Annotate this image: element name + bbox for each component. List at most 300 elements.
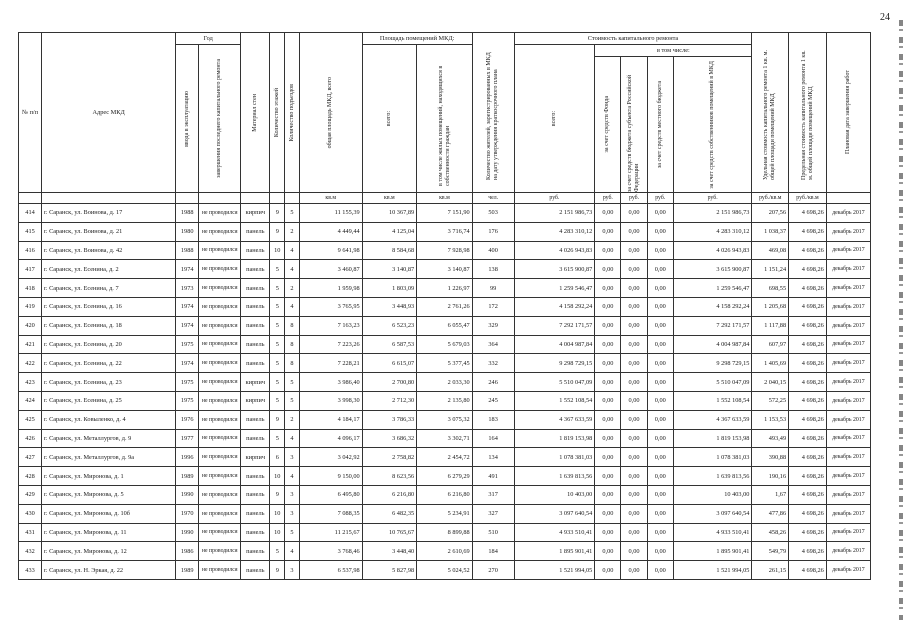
row-fund: 0,00 (595, 523, 621, 542)
row-max-cost: 4 698,26 (789, 222, 827, 241)
row-fund: 0,00 (595, 204, 621, 223)
unit-cell (42, 193, 176, 204)
row-cost-total: 1 819 153,98 (514, 429, 595, 448)
row-wall-material: кирпич (241, 373, 270, 392)
row-max-cost: 4 698,26 (789, 542, 827, 561)
unit-cell (199, 193, 241, 204)
row-cost-total: 4 283 310,12 (514, 222, 595, 241)
row-wall-material: панель (241, 297, 270, 316)
table-row (19, 279, 871, 298)
row-premises-total: 3 686,32 (362, 429, 416, 448)
header-address: Адрес МКД (42, 33, 176, 193)
row-entrances: 4 (285, 542, 300, 561)
row-specific-cost: 1,67 (752, 485, 789, 504)
row-owners: 4 026 943,83 (673, 241, 752, 260)
row-address: г. Саранск, ул. Есенина, д. 7 (42, 279, 176, 298)
row-address: г. Саранск, ул. Воинова, д. 21 (42, 222, 176, 241)
header-cost-group: Стоимость капитального ремонта (514, 33, 752, 45)
row-entrances: 3 (285, 504, 300, 523)
row-owners: 4 933 510,41 (673, 523, 752, 542)
row-subject-budget: 0,00 (621, 561, 647, 580)
row-floors: 9 (270, 561, 285, 580)
row-premises-total: 6 482,35 (362, 504, 416, 523)
row-cost-total: 4 367 633,59 (514, 410, 595, 429)
row-year-last-repair: не проводился (199, 373, 241, 392)
row-floors: 5 (270, 279, 285, 298)
row-year-commission: 1996 (176, 448, 199, 467)
row-specific-cost: 493,49 (752, 429, 789, 448)
row-floors: 9 (270, 485, 285, 504)
table-row (19, 316, 871, 335)
row-premises-total: 3 448,40 (362, 542, 416, 561)
row-premises-residential: 7 151,90 (417, 204, 473, 223)
row-planned-date: декабрь 2017 (826, 410, 870, 429)
row-number: 430 (19, 504, 42, 523)
row-local-budget: 0,00 (647, 410, 673, 429)
table-row (19, 429, 871, 448)
row-fund: 0,00 (595, 279, 621, 298)
row-local-budget: 0,00 (647, 523, 673, 542)
row-year-last-repair: не проводился (199, 561, 241, 580)
row-max-cost: 4 698,26 (789, 316, 827, 335)
unit-cell (241, 193, 270, 204)
row-fund: 0,00 (595, 316, 621, 335)
row-wall-material: панель (241, 222, 270, 241)
row-total-area: 7 163,23 (299, 316, 362, 335)
row-entrances: 5 (285, 523, 300, 542)
row-local-budget: 0,00 (647, 504, 673, 523)
row-owners: 1 552 108,54 (673, 391, 752, 410)
row-entrances: 3 (285, 561, 300, 580)
row-premises-total: 2 712,30 (362, 391, 416, 410)
row-total-area: 6 537,98 (299, 561, 362, 580)
table-row (19, 241, 871, 260)
row-local-budget: 0,00 (647, 204, 673, 223)
row-year-commission: 1970 (176, 504, 199, 523)
row-premises-residential: 5 024,52 (417, 561, 473, 580)
row-planned-date: декабрь 2017 (826, 467, 870, 486)
row-address: г. Саранск, ул. Воинова, д. 42 (42, 241, 176, 260)
row-specific-cost: 190,16 (752, 467, 789, 486)
row-owners: 7 292 171,57 (673, 316, 752, 335)
row-wall-material: панель (241, 485, 270, 504)
row-address: г. Саранск, ул. Есенина, д. 22 (42, 354, 176, 373)
row-total-area: 3 768,46 (299, 542, 362, 561)
row-floors: 5 (270, 335, 285, 354)
header-planned-date: Плановая дата завершения работ (826, 33, 870, 193)
row-wall-material: панель (241, 279, 270, 298)
row-specific-cost: 1 151,24 (752, 260, 789, 279)
row-address: г. Саранск, ул. Миронова, д. 10б (42, 504, 176, 523)
header-premises-total: всего: (362, 45, 416, 193)
row-subject-budget: 0,00 (621, 504, 647, 523)
row-specific-cost: 458,26 (752, 523, 789, 542)
row-planned-date: декабрь 2017 (826, 297, 870, 316)
row-owners: 5 510 047,09 (673, 373, 752, 392)
row-entrances: 4 (285, 241, 300, 260)
row-floors: 10 (270, 504, 285, 523)
row-local-budget: 0,00 (647, 429, 673, 448)
row-subject-budget: 0,00 (621, 410, 647, 429)
row-subject-budget: 0,00 (621, 241, 647, 260)
row-entrances: 4 (285, 467, 300, 486)
unit-cell: чел. (472, 193, 514, 204)
row-total-area: 3 998,30 (299, 391, 362, 410)
table-row (19, 504, 871, 523)
row-address: г. Саранск, ул. Есенина, д. 16 (42, 297, 176, 316)
row-total-area: 11 155,39 (299, 204, 362, 223)
row-fund: 0,00 (595, 373, 621, 392)
row-premises-residential: 6 279,29 (417, 467, 473, 486)
row-max-cost: 4 698,26 (789, 354, 827, 373)
row-entrances: 5 (285, 204, 300, 223)
row-total-area: 11 215,67 (299, 523, 362, 542)
row-planned-date: декабрь 2017 (826, 354, 870, 373)
row-residents: 245 (472, 391, 514, 410)
row-premises-total: 6 587,53 (362, 335, 416, 354)
row-cost-total: 4 158 292,24 (514, 297, 595, 316)
row-specific-cost: 572,25 (752, 391, 789, 410)
row-max-cost: 4 698,26 (789, 260, 827, 279)
unit-cell: руб. (673, 193, 752, 204)
row-max-cost: 4 698,26 (789, 467, 827, 486)
row-year-last-repair: не проводился (199, 448, 241, 467)
row-residents: 510 (472, 523, 514, 542)
row-premises-total: 10 765,67 (362, 523, 416, 542)
table-row (19, 335, 871, 354)
row-entrances: 2 (285, 410, 300, 429)
unit-cell: кв.м (362, 193, 416, 204)
row-number: 421 (19, 335, 42, 354)
row-wall-material: панель (241, 335, 270, 354)
row-cost-total: 1 552 108,54 (514, 391, 595, 410)
unit-cell (270, 193, 285, 204)
row-year-last-repair: не проводился (199, 504, 241, 523)
row-entrances: 3 (285, 448, 300, 467)
row-subject-budget: 0,00 (621, 485, 647, 504)
row-floors: 9 (270, 222, 285, 241)
row-local-budget: 0,00 (647, 373, 673, 392)
repair-plan-table (18, 32, 871, 580)
row-address: г. Саранск, ул. Миронова, д. 11 (42, 523, 176, 542)
row-number: 417 (19, 260, 42, 279)
row-premises-residential: 2 761,26 (417, 297, 473, 316)
row-planned-date: декабрь 2017 (826, 241, 870, 260)
row-year-commission: 1975 (176, 391, 199, 410)
row-total-area: 7 223,26 (299, 335, 362, 354)
row-wall-material: панель (241, 467, 270, 486)
row-residents: 491 (472, 467, 514, 486)
row-specific-cost: 2 040,15 (752, 373, 789, 392)
row-total-area: 3 460,87 (299, 260, 362, 279)
unit-cell (19, 193, 42, 204)
row-specific-cost: 469,08 (752, 241, 789, 260)
row-subject-budget: 0,00 (621, 222, 647, 241)
row-premises-residential: 1 226,97 (417, 279, 473, 298)
row-entrances: 4 (285, 429, 300, 448)
table-row (19, 410, 871, 429)
row-cost-total: 4 933 510,41 (514, 523, 595, 542)
row-premises-total: 8 584,68 (362, 241, 416, 260)
row-planned-date: декабрь 2017 (826, 485, 870, 504)
row-subject-budget: 0,00 (621, 373, 647, 392)
row-subject-budget: 0,00 (621, 391, 647, 410)
row-planned-date: декабрь 2017 (826, 448, 870, 467)
scan-edge-marks (899, 20, 903, 620)
row-premises-residential: 3 140,87 (417, 260, 473, 279)
row-fund: 0,00 (595, 241, 621, 260)
unit-cell (826, 193, 870, 204)
row-year-commission: 1990 (176, 485, 199, 504)
row-entrances: 2 (285, 279, 300, 298)
row-specific-cost: 1 205,68 (752, 297, 789, 316)
header-year-last-repair: завершения последнего капитального ремонта (199, 45, 241, 193)
row-entrances: 3 (285, 485, 300, 504)
row-wall-material: панель (241, 410, 270, 429)
header-total-area: общая площадь МКД, всего (299, 33, 362, 193)
row-wall-material: панель (241, 316, 270, 335)
row-address: г. Саранск, ул. Металлургов, д. 9а (42, 448, 176, 467)
row-number: 416 (19, 241, 42, 260)
row-specific-cost: 607,97 (752, 335, 789, 354)
row-planned-date: декабрь 2017 (826, 504, 870, 523)
row-floors: 5 (270, 354, 285, 373)
row-max-cost: 4 698,26 (789, 485, 827, 504)
row-fund: 0,00 (595, 448, 621, 467)
row-floors: 5 (270, 297, 285, 316)
row-owners: 4 283 310,12 (673, 222, 752, 241)
row-year-last-repair: не проводился (199, 297, 241, 316)
header-residents: Количество жителей, зарегистрированных в МКД на дату утверждения краткосрочного плана (472, 33, 514, 193)
unit-cell: руб. (647, 193, 673, 204)
unit-cell: кв.м (299, 193, 362, 204)
row-year-last-repair: не проводился (199, 241, 241, 260)
row-specific-cost: 1 038,37 (752, 222, 789, 241)
header-premises-residential: в том числе жилых помещений, находящихся в собственности граждан (417, 45, 473, 193)
row-specific-cost: 1 153,53 (752, 410, 789, 429)
table-row (19, 260, 871, 279)
row-cost-total: 3 097 640,54 (514, 504, 595, 523)
row-year-commission: 1974 (176, 297, 199, 316)
row-address: г. Саранск, ул. Есенина, д. 20 (42, 335, 176, 354)
row-planned-date: декабрь 2017 (826, 316, 870, 335)
row-subject-budget: 0,00 (621, 448, 647, 467)
row-cost-total: 1 078 381,03 (514, 448, 595, 467)
row-planned-date: декабрь 2017 (826, 279, 870, 298)
row-year-last-repair: не проводился (199, 279, 241, 298)
row-premises-residential: 5 234,91 (417, 504, 473, 523)
row-premises-total: 3 140,87 (362, 260, 416, 279)
table-row (19, 467, 871, 486)
row-owners: 3 615 900,87 (673, 260, 752, 279)
row-premises-residential: 2 610,69 (417, 542, 473, 561)
row-cost-total: 1 259 546,47 (514, 279, 595, 298)
header-subject-budget: за счет средств бюджета субъекта Российской Федерации (621, 57, 647, 193)
row-residents: 164 (472, 429, 514, 448)
row-premises-total: 1 803,09 (362, 279, 416, 298)
row-fund: 0,00 (595, 354, 621, 373)
row-specific-cost: 261,15 (752, 561, 789, 580)
row-total-area: 9 641,98 (299, 241, 362, 260)
row-planned-date: декабрь 2017 (826, 335, 870, 354)
row-residents: 503 (472, 204, 514, 223)
unit-cell: руб./кв.м (789, 193, 827, 204)
row-fund: 0,00 (595, 542, 621, 561)
table-row (19, 485, 871, 504)
row-planned-date: декабрь 2017 (826, 373, 870, 392)
row-year-commission: 1989 (176, 561, 199, 580)
row-number: 425 (19, 410, 42, 429)
row-floors: 5 (270, 260, 285, 279)
row-subject-budget: 0,00 (621, 429, 647, 448)
row-local-budget: 0,00 (647, 542, 673, 561)
row-floors: 5 (270, 391, 285, 410)
row-number: 426 (19, 429, 42, 448)
row-address: г. Саранск, ул. Есенина, д. 18 (42, 316, 176, 335)
row-premises-residential: 5 377,45 (417, 354, 473, 373)
row-max-cost: 4 698,26 (789, 410, 827, 429)
row-entrances: 5 (285, 391, 300, 410)
table-row (19, 354, 871, 373)
row-floors: 9 (270, 410, 285, 429)
row-year-commission: 1988 (176, 241, 199, 260)
row-local-budget: 0,00 (647, 279, 673, 298)
row-residents: 364 (472, 335, 514, 354)
row-max-cost: 4 698,26 (789, 523, 827, 542)
row-planned-date: декабрь 2017 (826, 561, 870, 580)
row-residents: 332 (472, 354, 514, 373)
row-max-cost: 4 698,26 (789, 297, 827, 316)
row-max-cost: 4 698,26 (789, 561, 827, 580)
header-specific-cost: Удельная стоимость капитального ремонта 1 кв. м. общей площади помещений МКД (752, 33, 789, 193)
row-floors: 10 (270, 241, 285, 260)
row-subject-budget: 0,00 (621, 467, 647, 486)
row-cost-total: 5 510 047,09 (514, 373, 595, 392)
row-floors: 10 (270, 523, 285, 542)
row-cost-total: 1 521 994,05 (514, 561, 595, 580)
row-number: 414 (19, 204, 42, 223)
row-owners: 3 097 640,54 (673, 504, 752, 523)
row-local-budget: 0,00 (647, 297, 673, 316)
row-residents: 134 (472, 448, 514, 467)
row-total-area: 7 228,21 (299, 354, 362, 373)
row-address: г. Саранск, ул. Миронова, д. 5 (42, 485, 176, 504)
row-max-cost: 4 698,26 (789, 204, 827, 223)
table-row (19, 523, 871, 542)
row-year-commission: 1990 (176, 523, 199, 542)
row-number: 422 (19, 354, 42, 373)
row-fund: 0,00 (595, 335, 621, 354)
page-number: 24 (880, 12, 890, 23)
row-premises-total: 10 367,89 (362, 204, 416, 223)
row-specific-cost: 390,88 (752, 448, 789, 467)
row-address: г. Саранск, ул. Воинова, д. 17 (42, 204, 176, 223)
header-incl-group: в том числе: (595, 45, 752, 57)
row-total-area: 1 959,98 (299, 279, 362, 298)
row-owners: 1 521 994,05 (673, 561, 752, 580)
row-year-last-repair: не проводился (199, 335, 241, 354)
row-planned-date: декабрь 2017 (826, 429, 870, 448)
row-fund: 0,00 (595, 260, 621, 279)
row-max-cost: 4 698,26 (789, 279, 827, 298)
row-max-cost: 4 698,26 (789, 241, 827, 260)
header-cost-total: всего: (514, 45, 595, 193)
header-max-cost: Предельная стоимость капитального ремонта 1 кв. м. общей площади помещений МКД (789, 33, 827, 193)
units-row (19, 193, 871, 204)
row-residents: 400 (472, 241, 514, 260)
row-residents: 184 (472, 542, 514, 561)
row-number: 423 (19, 373, 42, 392)
row-subject-budget: 0,00 (621, 316, 647, 335)
unit-cell: руб. (621, 193, 647, 204)
unit-cell: руб. (514, 193, 595, 204)
table-row (19, 297, 871, 316)
row-owners: 1 259 546,47 (673, 279, 752, 298)
row-owners: 10 403,00 (673, 485, 752, 504)
row-number: 427 (19, 448, 42, 467)
row-address: г. Саранск, ул. Миронова, д. 12 (42, 542, 176, 561)
row-specific-cost: 1 405,69 (752, 354, 789, 373)
row-cost-total: 9 298 729,15 (514, 354, 595, 373)
row-year-last-repair: не проводился (199, 429, 241, 448)
row-number: 419 (19, 297, 42, 316)
row-cost-total: 1 639 813,56 (514, 467, 595, 486)
row-entrances: 4 (285, 260, 300, 279)
row-planned-date: декабрь 2017 (826, 222, 870, 241)
row-residents: 246 (472, 373, 514, 392)
header-entrances: Количество подъездов (285, 33, 300, 193)
row-fund: 0,00 (595, 222, 621, 241)
row-premises-total: 2 700,80 (362, 373, 416, 392)
row-cost-total: 2 151 986,73 (514, 204, 595, 223)
row-fund: 0,00 (595, 504, 621, 523)
row-local-budget: 0,00 (647, 241, 673, 260)
unit-cell: руб./кв.м (752, 193, 789, 204)
row-local-budget: 0,00 (647, 467, 673, 486)
row-year-last-repair: не проводился (199, 410, 241, 429)
row-owners: 9 298 729,15 (673, 354, 752, 373)
row-subject-budget: 0,00 (621, 523, 647, 542)
row-local-budget: 0,00 (647, 485, 673, 504)
row-cost-total: 10 403,00 (514, 485, 595, 504)
row-planned-date: декабрь 2017 (826, 260, 870, 279)
row-owners: 2 151 986,73 (673, 204, 752, 223)
header-fund: за счет средств Фонда (595, 57, 621, 193)
row-year-commission: 1974 (176, 354, 199, 373)
row-cost-total: 7 292 171,57 (514, 316, 595, 335)
table-row (19, 373, 871, 392)
table-header (19, 33, 871, 204)
row-total-area: 7 088,35 (299, 504, 362, 523)
row-owners: 4 367 633,59 (673, 410, 752, 429)
row-residents: 270 (472, 561, 514, 580)
row-address: г. Саранск, ул. Металлургов, д. 9 (42, 429, 176, 448)
row-premises-residential: 2 454,72 (417, 448, 473, 467)
row-local-budget: 0,00 (647, 561, 673, 580)
row-owners: 4 158 292,24 (673, 297, 752, 316)
row-fund: 0,00 (595, 467, 621, 486)
row-number: 418 (19, 279, 42, 298)
row-address: г. Саранск, ул. Н. Эркая, д. 22 (42, 561, 176, 580)
row-local-budget: 0,00 (647, 222, 673, 241)
table-body (19, 204, 871, 580)
row-entrances: 2 (285, 222, 300, 241)
row-year-commission: 1988 (176, 204, 199, 223)
row-address: г. Саранск, ул. Миронова, д. 1 (42, 467, 176, 486)
table-row (19, 222, 871, 241)
row-local-budget: 0,00 (647, 391, 673, 410)
row-premises-total: 6 523,23 (362, 316, 416, 335)
